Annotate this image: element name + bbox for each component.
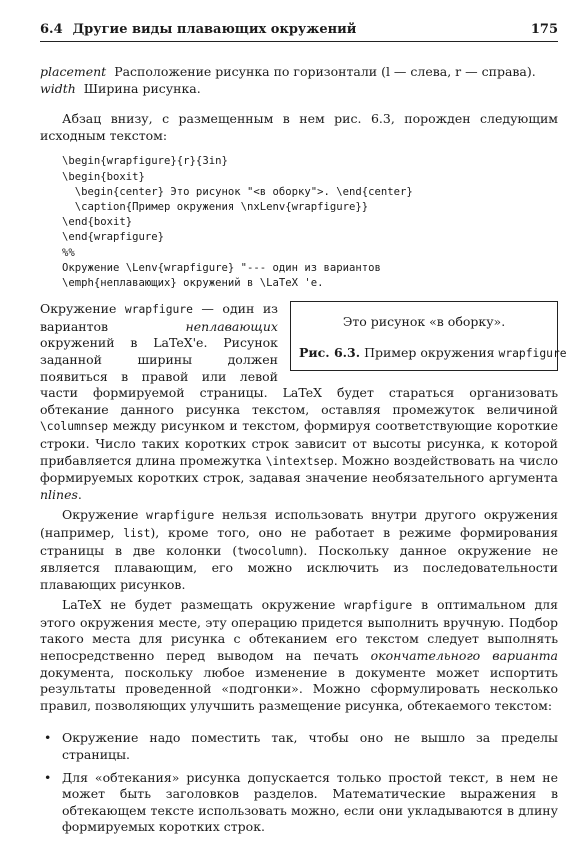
figure-caption-text: Пример окружения [364, 344, 495, 360]
paragraph-2 [40, 507, 558, 593]
command-name: \intextsep [265, 454, 334, 468]
text-run: Окружение [62, 507, 147, 523]
code-line: \end{boxit} [62, 216, 133, 229]
running-header [40, 22, 558, 42]
definition-placement [40, 64, 558, 81]
list-item [40, 770, 558, 836]
page-number: 175 [530, 22, 558, 37]
code-line: \begin{wrapfigure}{r}{3in} [62, 155, 228, 168]
page-body [40, 64, 567, 836]
definition-text: Расположение рисунка по горизонтали (l — слева, r — справа). [114, 64, 536, 79]
list-item-text: Окружение надо поместить так, чтобы оно не вышло за пределы страницы. [62, 730, 558, 763]
code-line: Окружение \Lenv{wrapfigure} "--- один из вариантов [62, 261, 381, 274]
text-run: ). Поскольку данное окружение не является плавающим, его можно исключить из последовательности плавающих рисунков. [40, 542, 558, 592]
code-line: \begin{boxit} [62, 170, 145, 183]
text-run: в оптимальном для этого окружения месте, эту операцию придется выполнить вручную. Подбор такого места для рисунка с обтеканием его текстом следует выполнять непосредственно перед выводом на печать [40, 597, 558, 664]
env-name: list [123, 526, 151, 540]
bullet-icon: • [44, 730, 52, 746]
text-run: документа, поскольку любое изменение в документе может испортить результаты проведенной «подгонки». Можно сформулировать несколько правил, позволяющих улучшить размещение рисунка, обтекаемого текстом: [40, 664, 558, 713]
text-run: окружений в LaTeX'е. Рисунок заданной ширины должен появиться в правой или левой части формируемой страницы. LaTeX будет стараться организовать обтекание данного рисунка текстом, оставляя промежуток величиной [40, 335, 558, 417]
emphasis: окончательного варианта [370, 648, 558, 664]
option-name: twocolumn [237, 544, 299, 558]
figure-content: Это рисунок «в оборку». [342, 314, 506, 330]
text-run: Окружение [40, 301, 125, 317]
text-run: . Можно воздействовать на число формируемых коротких строк, задавая значение необязательного аргумента [40, 452, 559, 486]
emphasis: неплавающих [185, 318, 278, 334]
definition-text: Ширина рисунка. [83, 80, 201, 96]
text-run: — один из вариантов [40, 301, 278, 334]
figure-caption-label: Рис. 6.3. [299, 344, 361, 360]
code-line: %% [62, 246, 75, 259]
text-run: ), кроме того, оно не работает в режиме формирования страницы в две колонки ( [40, 524, 558, 558]
definition-list [40, 64, 558, 97]
paragraph-3 [40, 597, 558, 714]
code-line: \begin{center} Это рисунок "<в оборку">. \end{center} [62, 185, 413, 198]
env-name: wrapfigure [344, 599, 413, 613]
env-name: wrapfigure [124, 303, 193, 317]
figure-caption-env: wrapfigure [498, 346, 567, 360]
definition-width [40, 81, 558, 98]
page [40, 22, 567, 842]
command-name: \columnsep [40, 420, 109, 434]
section-title: Другие виды плавающих окружений [72, 22, 357, 37]
figure-caption [299, 344, 567, 363]
list-item-text: Для «обтекания» рисунка допускается только простой текст, в нем не может быть заголовков разделов. Математические выражения в обтекающем тексте использовать можно, если они укладываются в длину формируемых коротких строк. [62, 769, 558, 835]
bullet-icon: • [44, 769, 52, 785]
wrap-section [40, 301, 567, 503]
code-line: \end{wrapfigure} [62, 231, 165, 244]
code-listing [62, 154, 558, 291]
definition-term: placement [40, 64, 107, 79]
text-run: . [77, 486, 82, 502]
wrapped-figure [290, 301, 567, 371]
emphasis: nlines [40, 486, 78, 502]
rules-list [40, 730, 558, 836]
list-item [40, 730, 558, 763]
section-number: 6.4 [40, 22, 63, 37]
text-run: LaTeX не будет размещать окружение [62, 597, 345, 613]
section-heading [40, 22, 356, 37]
text-run: между рисунком и текстом, формируя соответствующие короткие строки. Число таких коротких строк зависит от высоты рисунка, к которой прибавляется длина промежутка [40, 418, 558, 468]
figure-frame [290, 301, 567, 371]
code-line: \emph{неплавающих} окружений в \LaTeX 'е. [62, 277, 324, 289]
code-line: \caption{Пример окружения \nxLenv{wrapfigure}} [62, 200, 369, 213]
intro-paragraph: Абзац внизу, с размещенным в нем рис. 6.3, порожден следующим исходным текстом: [40, 111, 558, 143]
env-name: wrapfigure [146, 509, 215, 523]
definition-term: width [40, 80, 76, 96]
text-run: нельзя использовать внутри другого окружения (например, [40, 507, 558, 540]
